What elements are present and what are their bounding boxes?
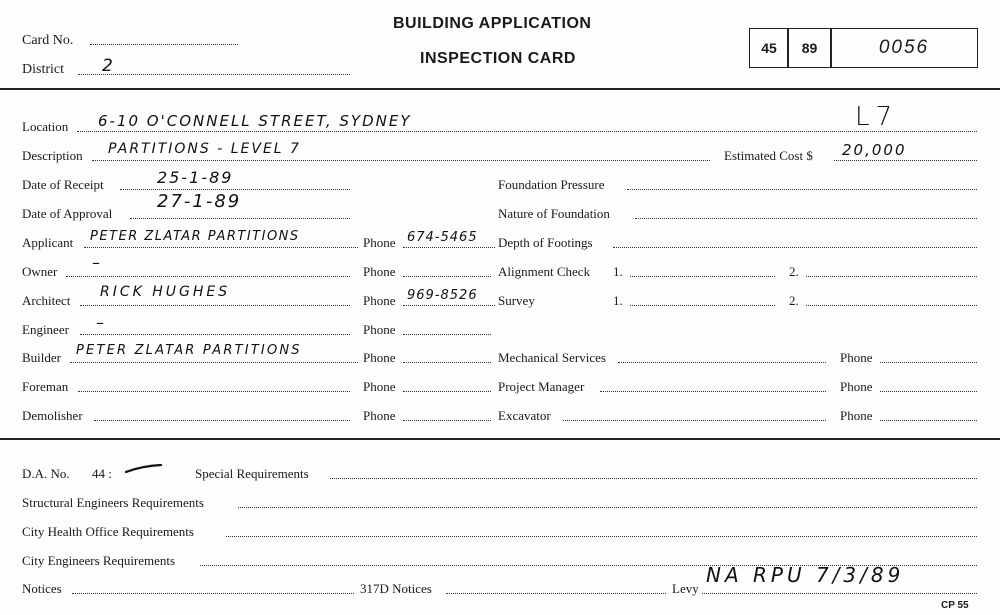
mechanical-phone-field[interactable] bbox=[880, 362, 977, 363]
demolisher-phone-field[interactable] bbox=[403, 420, 491, 421]
district-field[interactable] bbox=[78, 74, 350, 75]
notices-label: Notices bbox=[22, 581, 62, 596]
alignment-check-2-label: 2. bbox=[789, 264, 799, 279]
nature-foundation-label: Nature of Foundation bbox=[498, 206, 610, 221]
owner-label: Owner bbox=[22, 264, 58, 279]
applicant-phone-field[interactable] bbox=[403, 247, 495, 248]
depth-footings-label: Depth of Footings bbox=[498, 235, 593, 250]
levy-label: Levy bbox=[672, 581, 699, 596]
special-requirements-label: Special Requirements bbox=[195, 466, 309, 481]
health-field[interactable] bbox=[226, 536, 977, 537]
foreman-label: Foreman bbox=[22, 379, 69, 394]
location-tag: L7 bbox=[855, 102, 899, 132]
location-value: 6-10 O'CONNELL STREET, SYDNEY bbox=[98, 112, 412, 130]
demolisher-field[interactable] bbox=[94, 420, 350, 421]
card-number-box-2: 89 bbox=[787, 28, 832, 68]
estimated-cost-label: Estimated Cost $ bbox=[724, 148, 813, 163]
architect-value: RICK HUGHES bbox=[100, 284, 231, 300]
card-number-box-1: 45 bbox=[749, 28, 789, 68]
builder-phone-label: Phone bbox=[363, 350, 396, 365]
date-receipt-field[interactable] bbox=[120, 189, 350, 190]
levy-value: NA RPU 7/3/89 bbox=[706, 563, 905, 587]
builder-label: Builder bbox=[22, 350, 61, 365]
depth-footings-field[interactable] bbox=[613, 247, 977, 248]
form-subtitle: INSPECTION CARD bbox=[420, 50, 576, 67]
applicant-phone-value: 674-5465 bbox=[407, 230, 478, 245]
engineer-label: Engineer bbox=[22, 322, 69, 337]
survey-1-label: 1. bbox=[613, 293, 623, 308]
structural-label: Structural Engineers Requirements bbox=[22, 495, 204, 510]
foundation-pressure-field[interactable] bbox=[627, 189, 977, 190]
requirements-divider bbox=[0, 438, 1000, 440]
owner-value: – bbox=[92, 253, 102, 272]
applicant-field[interactable] bbox=[84, 247, 358, 248]
foundation-pressure-label: Foundation Pressure bbox=[498, 177, 605, 192]
applicant-label: Applicant bbox=[22, 235, 74, 250]
date-approval-field[interactable] bbox=[130, 218, 350, 219]
district-label: District bbox=[22, 62, 64, 77]
survey-2-field[interactable] bbox=[806, 305, 977, 306]
form-title: BUILDING APPLICATION bbox=[393, 15, 592, 32]
header-divider bbox=[0, 88, 1000, 90]
alignment-check-1-field[interactable] bbox=[630, 276, 775, 277]
special-requirements-field[interactable] bbox=[330, 478, 977, 479]
date-approval-label: Date of Approval bbox=[22, 206, 113, 221]
alignment-check-2-field[interactable] bbox=[806, 276, 977, 277]
mechanical-label: Mechanical Services bbox=[498, 350, 606, 365]
applicant-value: PETER ZLATAR PARTITIONS bbox=[90, 229, 300, 244]
structural-field[interactable] bbox=[238, 507, 977, 508]
description-label: Description bbox=[22, 148, 83, 163]
excavator-field[interactable] bbox=[563, 420, 826, 421]
architect-label: Architect bbox=[22, 293, 71, 308]
card-number-box-3: 0056 bbox=[830, 28, 978, 68]
description-field[interactable] bbox=[92, 160, 710, 161]
demolisher-label: Demolisher bbox=[22, 408, 83, 423]
estimated-cost-value: 20,000 bbox=[842, 141, 907, 159]
architect-phone-field[interactable] bbox=[403, 305, 495, 306]
survey-2-label: 2. bbox=[789, 293, 799, 308]
date-approval-value: 27-1-89 bbox=[157, 191, 242, 212]
form-code: CP 55 bbox=[941, 600, 969, 611]
date-receipt-label: Date of Receipt bbox=[22, 177, 104, 192]
architect-field[interactable] bbox=[80, 305, 350, 306]
levy-field[interactable] bbox=[702, 593, 977, 594]
engineer-phone-field[interactable] bbox=[403, 334, 491, 335]
foreman-field[interactable] bbox=[78, 391, 350, 392]
notices-field[interactable] bbox=[72, 593, 354, 594]
owner-phone-field[interactable] bbox=[403, 276, 491, 277]
builder-field[interactable] bbox=[70, 362, 358, 363]
location-field[interactable] bbox=[77, 131, 977, 132]
survey-label: Survey bbox=[498, 293, 535, 308]
project-manager-phone-label: Phone bbox=[840, 379, 873, 394]
da-no-value: 44 : bbox=[92, 466, 112, 481]
da-no-dash-mark bbox=[124, 462, 164, 476]
project-manager-phone-field[interactable] bbox=[880, 391, 977, 392]
city-engineers-label: City Engineers Requirements bbox=[22, 553, 176, 568]
estimated-cost-field[interactable] bbox=[834, 160, 977, 161]
foreman-phone-field[interactable] bbox=[403, 391, 491, 392]
project-manager-label: Project Manager bbox=[498, 379, 585, 394]
description-value: PARTITIONS - LEVEL 7 bbox=[108, 141, 301, 157]
survey-1-field[interactable] bbox=[630, 305, 775, 306]
excavator-label: Excavator bbox=[498, 408, 551, 423]
location-label: Location bbox=[22, 119, 69, 134]
mechanical-field[interactable] bbox=[618, 362, 826, 363]
engineer-value: – bbox=[96, 313, 106, 332]
excavator-phone-label: Phone bbox=[840, 408, 873, 423]
da-no-label: D.A. No. bbox=[22, 466, 70, 481]
mechanical-phone-label: Phone bbox=[840, 350, 873, 365]
district-value: 2 bbox=[102, 56, 115, 76]
engineer-phone-label: Phone bbox=[363, 322, 396, 337]
builder-phone-field[interactable] bbox=[403, 362, 491, 363]
notices-317d-label: 317D Notices bbox=[360, 581, 432, 596]
notices-317d-field[interactable] bbox=[446, 593, 666, 594]
excavator-phone-field[interactable] bbox=[880, 420, 977, 421]
engineer-field[interactable] bbox=[80, 334, 350, 335]
builder-value: PETER ZLATAR PARTITIONS bbox=[76, 343, 302, 358]
architect-phone-label: Phone bbox=[363, 293, 396, 308]
card-no-field[interactable] bbox=[90, 44, 238, 45]
demolisher-phone-label: Phone bbox=[363, 408, 396, 423]
project-manager-field[interactable] bbox=[600, 391, 826, 392]
owner-field[interactable] bbox=[66, 276, 350, 277]
card-no-label: Card No. bbox=[22, 33, 74, 48]
applicant-phone-label: Phone bbox=[363, 235, 396, 250]
alignment-check-1-label: 1. bbox=[613, 264, 623, 279]
foreman-phone-label: Phone bbox=[363, 379, 396, 394]
architect-phone-value: 969-8526 bbox=[407, 288, 478, 303]
alignment-check-label: Alignment Check bbox=[498, 264, 591, 279]
date-receipt-value: 25-1-89 bbox=[157, 168, 234, 187]
nature-foundation-field[interactable] bbox=[635, 218, 977, 219]
health-label: City Health Office Requirements bbox=[22, 524, 194, 539]
owner-phone-label: Phone bbox=[363, 264, 396, 279]
